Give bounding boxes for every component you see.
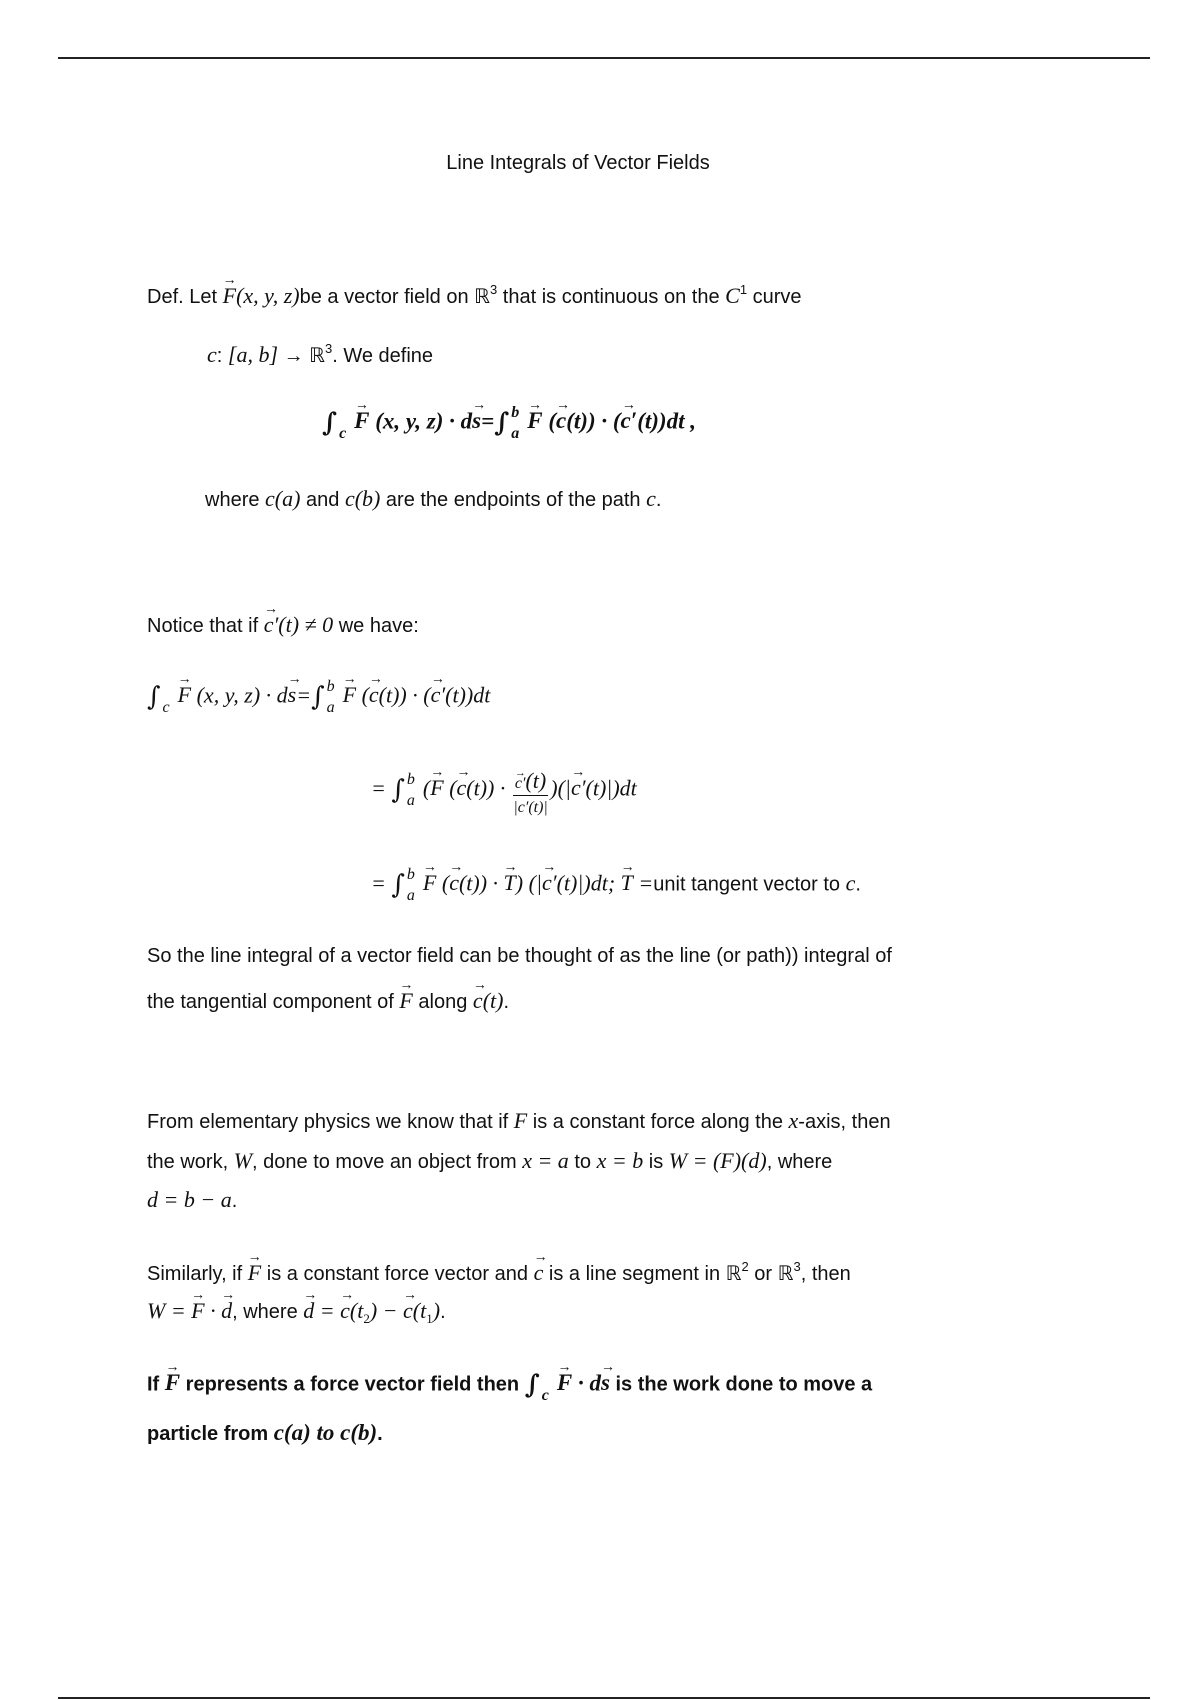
text: Line Integrals of Vector Fields xyxy=(446,152,710,174)
text: is a constant force vector and xyxy=(261,1263,534,1285)
line-def1 xyxy=(147,275,802,312)
text: or ℝ xyxy=(748,1263,794,1285)
vector-symbol-bold: → F xyxy=(527,406,542,436)
text: is xyxy=(643,1151,669,1173)
text: is a line segment in ℝ xyxy=(543,1263,742,1285)
integral-glyph: ∫ xyxy=(311,682,325,712)
math-text: ( xyxy=(422,775,431,801)
math-text: = xyxy=(371,775,392,801)
text: particle from xyxy=(147,1423,274,1445)
math-text: )(| xyxy=(550,775,571,801)
vector-symbol: → F xyxy=(430,773,443,803)
math-text: W = xyxy=(147,1298,192,1323)
vector-symbol: → s xyxy=(288,680,297,710)
vector-symbol: → c′ xyxy=(264,610,279,640)
superscript: 2 xyxy=(741,1259,749,1274)
math-text: x = b xyxy=(596,1148,644,1173)
superscript: 3 xyxy=(324,341,333,356)
integral-lower-limit: c xyxy=(162,699,170,716)
math-text: (t xyxy=(412,1298,427,1323)
line-title xyxy=(0,148,1156,178)
math-text: c(b) xyxy=(344,486,381,511)
text: , where xyxy=(232,1301,304,1323)
math-text: ( xyxy=(356,682,369,708)
text: . xyxy=(377,1423,383,1445)
math-text: (t xyxy=(349,1298,364,1323)
vector-symbol-bold: → c′ xyxy=(621,406,638,436)
line-eq3 xyxy=(371,866,861,904)
text: are the endpoints of the path xyxy=(380,489,647,511)
vector-symbol: → c xyxy=(473,986,483,1016)
vector-symbol-bold: → s xyxy=(601,1368,610,1398)
integral-limits xyxy=(511,404,519,442)
vector-symbol: → c xyxy=(449,868,459,898)
top-rule xyxy=(58,57,1150,59)
integral-limits xyxy=(339,404,346,442)
math-text-bold: (t))dt , xyxy=(637,408,696,434)
math-text: W = (F)(d) xyxy=(668,1148,767,1173)
line-def2 xyxy=(207,334,433,371)
fraction-numerator xyxy=(513,760,548,796)
vector-symbol: → c′ xyxy=(542,868,557,898)
line-def4 xyxy=(205,484,661,515)
vector-symbol: → F xyxy=(223,281,236,311)
text: Similarly, if xyxy=(147,1263,248,1285)
math-text: = xyxy=(632,870,654,896)
text: , then xyxy=(800,1263,851,1285)
math-text: (t)) · ( xyxy=(378,682,431,708)
text: unit tangent vector to xyxy=(653,873,846,896)
text: . xyxy=(440,1301,446,1323)
vector-symbol-bold: → F xyxy=(557,1368,572,1398)
integral-sign xyxy=(494,404,519,442)
vector-symbol: → c′ xyxy=(515,773,526,795)
math-text: (x, y, z) · d xyxy=(191,682,288,708)
line-eq2 xyxy=(371,760,637,820)
math-text: (t)) · xyxy=(458,870,504,896)
integral-glyph: ∫ xyxy=(391,775,405,805)
text: be a vector field on ℝ xyxy=(299,286,490,308)
vector-symbol: → c′ xyxy=(571,773,586,803)
integral-sign xyxy=(322,404,346,442)
integral-lower-limit: c xyxy=(541,1387,549,1404)
math-text: [a, b] xyxy=(227,342,279,367)
integral-sign xyxy=(525,1366,549,1404)
fraction-denominator: |c′(t)| xyxy=(513,799,548,816)
integral-sign xyxy=(391,771,415,809)
text: represents a force vector field then xyxy=(180,1373,525,1396)
math-text: = xyxy=(314,1298,341,1323)
line-work1 xyxy=(147,1366,872,1404)
text: we have: xyxy=(333,615,419,637)
bottom-rule xyxy=(58,1697,1150,1699)
math-text: x = a xyxy=(522,1148,569,1173)
integral-upper-limit: b xyxy=(511,404,520,421)
math-text: x xyxy=(788,1108,799,1133)
vector-symbol: → F xyxy=(399,986,412,1016)
vector-symbol-bold: → F xyxy=(165,1368,180,1398)
integral-lower-limit: a xyxy=(406,887,415,904)
integral-lower-limit: a xyxy=(406,792,415,809)
line-sim2 xyxy=(147,1296,446,1334)
vector-symbol: → c′ xyxy=(431,680,446,710)
vector-symbol-bold: → c xyxy=(556,406,566,436)
text: . xyxy=(503,991,510,1013)
math-text-bold: (t)) · ( xyxy=(566,408,621,434)
math-text: = xyxy=(296,682,312,708)
superscript: 3 xyxy=(489,282,498,297)
text: to xyxy=(568,1151,597,1173)
math-text: (t))dt xyxy=(445,682,491,708)
text: . We define xyxy=(332,345,434,367)
math-text: d = b − a xyxy=(147,1187,232,1212)
integral-limits xyxy=(542,1366,549,1404)
vector-symbol: → T xyxy=(504,868,516,898)
integral-sign xyxy=(391,866,415,904)
math-text: ) − xyxy=(369,1298,404,1323)
math-text: (x, y, z) xyxy=(236,283,300,308)
subscript: 1 xyxy=(426,1311,433,1326)
superscript: 1 xyxy=(739,282,748,297)
text: where xyxy=(205,489,266,511)
vector-symbol: → c xyxy=(340,1296,350,1326)
text: -axis, then xyxy=(798,1111,891,1133)
vector-symbol: → F xyxy=(178,680,191,710)
math-text-bold: ( xyxy=(542,408,557,434)
integral-limits xyxy=(327,678,335,716)
line-sim1 xyxy=(147,1252,851,1289)
math-text: ( xyxy=(436,870,450,896)
line-def3 xyxy=(322,404,696,442)
vector-symbol: → c xyxy=(534,1258,544,1288)
integral-upper-limit: b xyxy=(406,866,415,883)
integral-upper-limit: b xyxy=(406,771,415,788)
text: → ℝ xyxy=(278,345,325,367)
vector-symbol: → c xyxy=(403,1296,413,1326)
text: along xyxy=(412,991,473,1013)
integral-glyph: ∫ xyxy=(524,1370,540,1400)
line-so1 xyxy=(147,941,892,971)
math-text-bold: = xyxy=(481,408,495,434)
math-text: ) xyxy=(432,1298,441,1323)
line-phys1 xyxy=(147,1106,891,1137)
integral-glyph: ∫ xyxy=(494,408,510,438)
math-text: · xyxy=(204,1298,222,1323)
text: , done to move an object from xyxy=(252,1151,523,1173)
vector-symbol-bold: → F xyxy=(354,406,369,436)
math-text: c xyxy=(845,870,856,896)
line-so2 xyxy=(147,986,509,1017)
math-text: = xyxy=(371,870,392,896)
superscript: 3 xyxy=(793,1259,801,1274)
vector-symbol: → F xyxy=(191,1296,204,1326)
math-text-bold: c(a) to c(b) xyxy=(273,1420,378,1445)
text: is a constant force along the xyxy=(527,1111,789,1133)
text: . xyxy=(855,873,861,896)
integral-limits xyxy=(407,771,415,809)
integral-glyph: ∫ xyxy=(322,408,338,438)
math-text: ( xyxy=(443,775,457,801)
vector-symbol: → F xyxy=(423,868,436,898)
text: and xyxy=(300,489,345,511)
math-text: ) (| xyxy=(515,870,542,896)
vector-symbol: → F xyxy=(248,1258,261,1288)
text: , where xyxy=(766,1151,833,1173)
math-text: (t) xyxy=(525,768,547,793)
integral-sign xyxy=(147,678,170,716)
integral-limits xyxy=(407,866,415,904)
text: Notice that if xyxy=(147,615,264,637)
math-text: (t) xyxy=(482,988,504,1013)
vector-symbol: → c xyxy=(457,773,467,803)
text: : xyxy=(216,345,228,367)
math-text: W xyxy=(233,1148,253,1173)
integral-lower-limit: a xyxy=(511,425,520,442)
text: Def. Let xyxy=(147,286,223,308)
integral-glyph: ∫ xyxy=(391,870,405,900)
math-text-bold: (x, y, z) · d xyxy=(369,408,473,434)
integral-upper-limit: b xyxy=(326,678,335,695)
math-text: c xyxy=(646,486,656,511)
line-notice xyxy=(147,610,419,641)
text: is the work done to move a xyxy=(609,1373,873,1396)
math-text: (t) ≠ 0 xyxy=(278,612,334,637)
text: the tangential component of xyxy=(147,991,400,1013)
line-phys3 xyxy=(147,1185,237,1216)
integral-upper-limit-empty xyxy=(542,1366,549,1383)
integral-lower-limit: a xyxy=(326,699,335,716)
vector-symbol: → T xyxy=(621,868,633,898)
text: . xyxy=(231,1190,238,1212)
vector-symbol: → c xyxy=(369,680,379,710)
math-text: C xyxy=(725,283,740,308)
text: curve xyxy=(747,286,802,308)
integral-upper-limit-empty xyxy=(163,678,170,695)
text: . xyxy=(655,489,662,511)
fraction xyxy=(513,760,548,820)
math-text: (t)|)dt; xyxy=(556,870,621,896)
math-text: F xyxy=(513,1108,528,1133)
vector-symbol: → F xyxy=(343,680,356,710)
subscript: 2 xyxy=(363,1311,370,1326)
line-phys2 xyxy=(147,1146,832,1177)
integral-limits xyxy=(163,678,170,716)
text: From elementary physics we know that if xyxy=(147,1111,514,1133)
math-text: c(a) xyxy=(265,486,301,511)
integral-sign xyxy=(311,678,335,716)
math-text-bold: · d xyxy=(572,1370,601,1396)
line-work2 xyxy=(147,1418,383,1449)
vector-symbol-bold: → s xyxy=(472,406,481,436)
line-eq1 xyxy=(147,678,490,716)
math-text: (t)) · xyxy=(466,775,511,801)
vector-symbol: → d xyxy=(221,1296,232,1326)
integral-upper-limit-empty xyxy=(339,404,346,421)
text: the work, xyxy=(147,1151,234,1173)
text: So the line integral of a vector field can be thought of as the line (or path)) integral of xyxy=(147,945,892,967)
vector-symbol: → d xyxy=(303,1296,314,1326)
text: that is continuous on the xyxy=(497,286,726,308)
integral-lower-limit: c xyxy=(339,425,347,442)
math-text: c xyxy=(207,342,217,367)
math-text: (t)|)dt xyxy=(585,775,637,801)
integral-glyph: ∫ xyxy=(147,682,161,712)
text: If xyxy=(147,1373,165,1396)
